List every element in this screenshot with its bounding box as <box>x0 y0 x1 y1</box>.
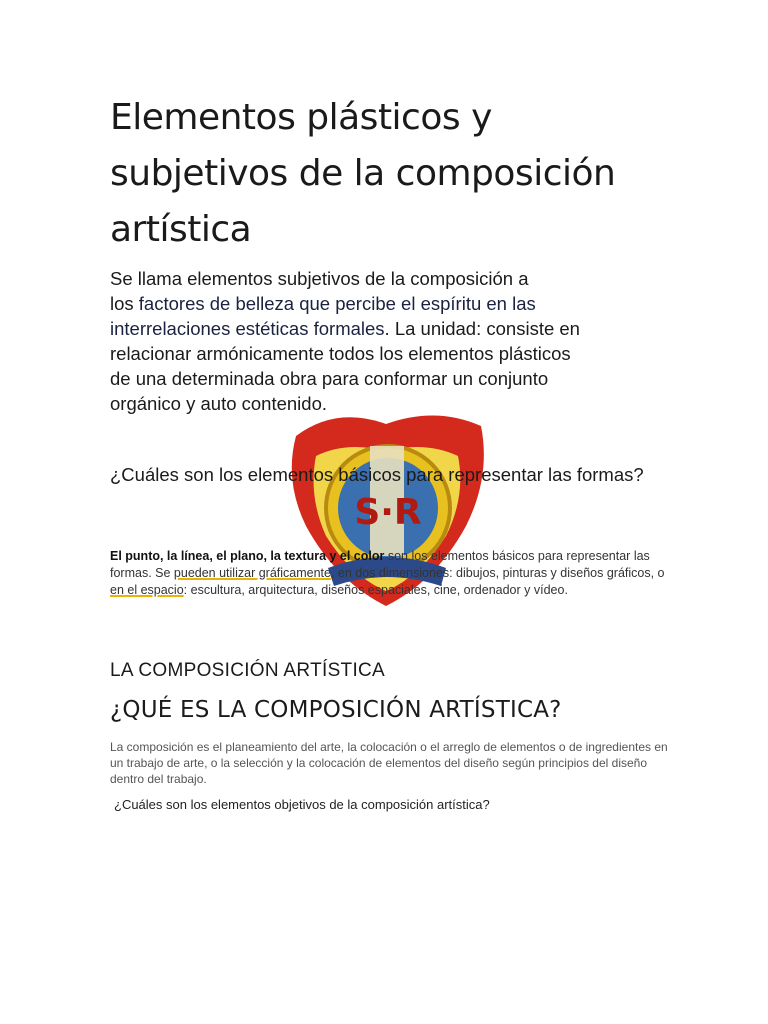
link-factors[interactable]: factores de belleza que percibe el espíritu en las <box>138 293 536 314</box>
section-heading-composition: LA COMPOSICIÓN ARTÍSTICA <box>110 660 386 681</box>
title-line-1: Elementos plásticos y <box>110 97 492 138</box>
intro-paragraph: Se llama elementos subjetivos de la composición a los factores de belleza que percibe el espíritu en las interrelaciones estéticas formales. La unidad: consiste en relacionar armónicamente todos los elementos plásticos de una determinada obra para conformar un conjunto orgánico y auto contenido. <box>110 268 580 414</box>
section-heading-what-is: ¿QUÉ ES LA COMPOSICIÓN ARTÍSTICA? <box>110 697 562 723</box>
bold-elements: El punto, la línea, el plano, la textura y el color <box>110 549 385 563</box>
question-basic-elements: ¿Cuáles son los elementos básicos para representar las formas? <box>110 464 644 485</box>
composition-definition: La composición es el planeamiento del arte, la colocación o el arreglo de elementos o de ingredientes en un trabajo de arte, o la selección y la colocación de elementos del diseño según principios del diseño dentro del trabajo. <box>110 740 668 786</box>
link-interrelaciones[interactable]: interrelaciones estéticas formales <box>110 318 385 339</box>
question-objective-elements: ¿Cuáles son los elementos objetivos de la composición artística? <box>114 797 490 812</box>
basic-elements-paragraph: El punto, la línea, el plano, la textura y el color son los elementos básicos para representar las formas. Se pueden utilizar gráficamente, en dos dimensiones: dibujos, pinturas y diseños gráficos, o en el espacio: escultura, arquitectura, diseños espaciales, cine, ordenador y vídeo. <box>110 549 665 597</box>
title-line-2: subjetivos de la composición <box>110 153 616 194</box>
page-title <box>110 90 710 258</box>
title-line-3: artística <box>110 209 252 250</box>
logo-monogram: S·R <box>354 492 422 533</box>
